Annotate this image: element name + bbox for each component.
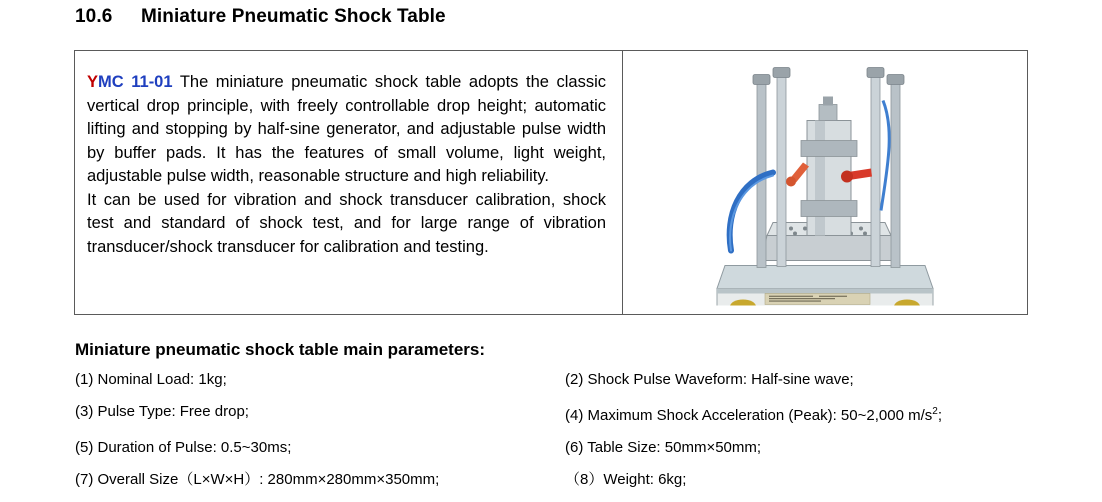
parameter-text-end: ; bbox=[937, 407, 942, 424]
product-image-column bbox=[623, 51, 1027, 314]
parameter-item: （8）Weight: 6kg; bbox=[565, 471, 687, 488]
parameter-row bbox=[75, 470, 1030, 490]
parameters-title: Miniature pneumatic shock table main parameters: bbox=[75, 340, 486, 359]
section-number: 10.6 bbox=[75, 6, 113, 27]
parameter-item: (6) Table Size: 50mm×50mm; bbox=[565, 439, 762, 456]
parameter-row bbox=[75, 438, 1030, 458]
parameter-row bbox=[75, 370, 1030, 390]
parameter-item bbox=[565, 402, 1030, 426]
product-description-paragraph-2: It can be used for vibration and shock transducer calibration, shock test and standard of shock test, and for large range of vibration transducer/shock transducer for calibration and testing. bbox=[87, 190, 606, 256]
parameter-superscript: 2 bbox=[932, 406, 938, 417]
description-text-1: The miniature pneumatic shock table adopts the classic vertical drop principle, with freely controllable drop height; automatic lifting and stopping by half-sine generator, and adjustable pulse width by buffer pads. It has the features of small volume, light weight, adjustable pulse width, reasonable structure and high reliability. bbox=[87, 73, 606, 185]
parameter-text: (4) Maximum Shock Acceleration (Peak): 50~2,000 m/s bbox=[565, 407, 933, 424]
parameter-item: (2) Shock Pulse Waveform: Half-sine wave; bbox=[565, 371, 854, 388]
model-number: 11-01 bbox=[131, 73, 173, 91]
parameter-item: (3) Pulse Type: Free drop; bbox=[75, 403, 249, 420]
product-description-paragraph-1 bbox=[87, 71, 606, 189]
page-title bbox=[75, 6, 446, 28]
model-prefix-y: Y bbox=[87, 73, 99, 91]
parameter-item: (5) Duration of Pulse: 0.5~30ms; bbox=[75, 439, 292, 456]
product-description-column bbox=[75, 51, 623, 314]
section-title: Miniature Pneumatic Shock Table bbox=[141, 6, 446, 27]
parameter-row bbox=[75, 402, 1030, 426]
parameter-item: (1) Nominal Load: 1kg; bbox=[75, 371, 227, 388]
parameters-list bbox=[75, 370, 1030, 502]
parameter-item: (7) Overall Size（L×W×H）: 280mm×280mm×350mm; bbox=[75, 471, 440, 488]
shock-table-photo bbox=[695, 60, 955, 305]
model-prefix-mc: MC bbox=[98, 73, 124, 91]
product-info-box bbox=[74, 50, 1028, 315]
